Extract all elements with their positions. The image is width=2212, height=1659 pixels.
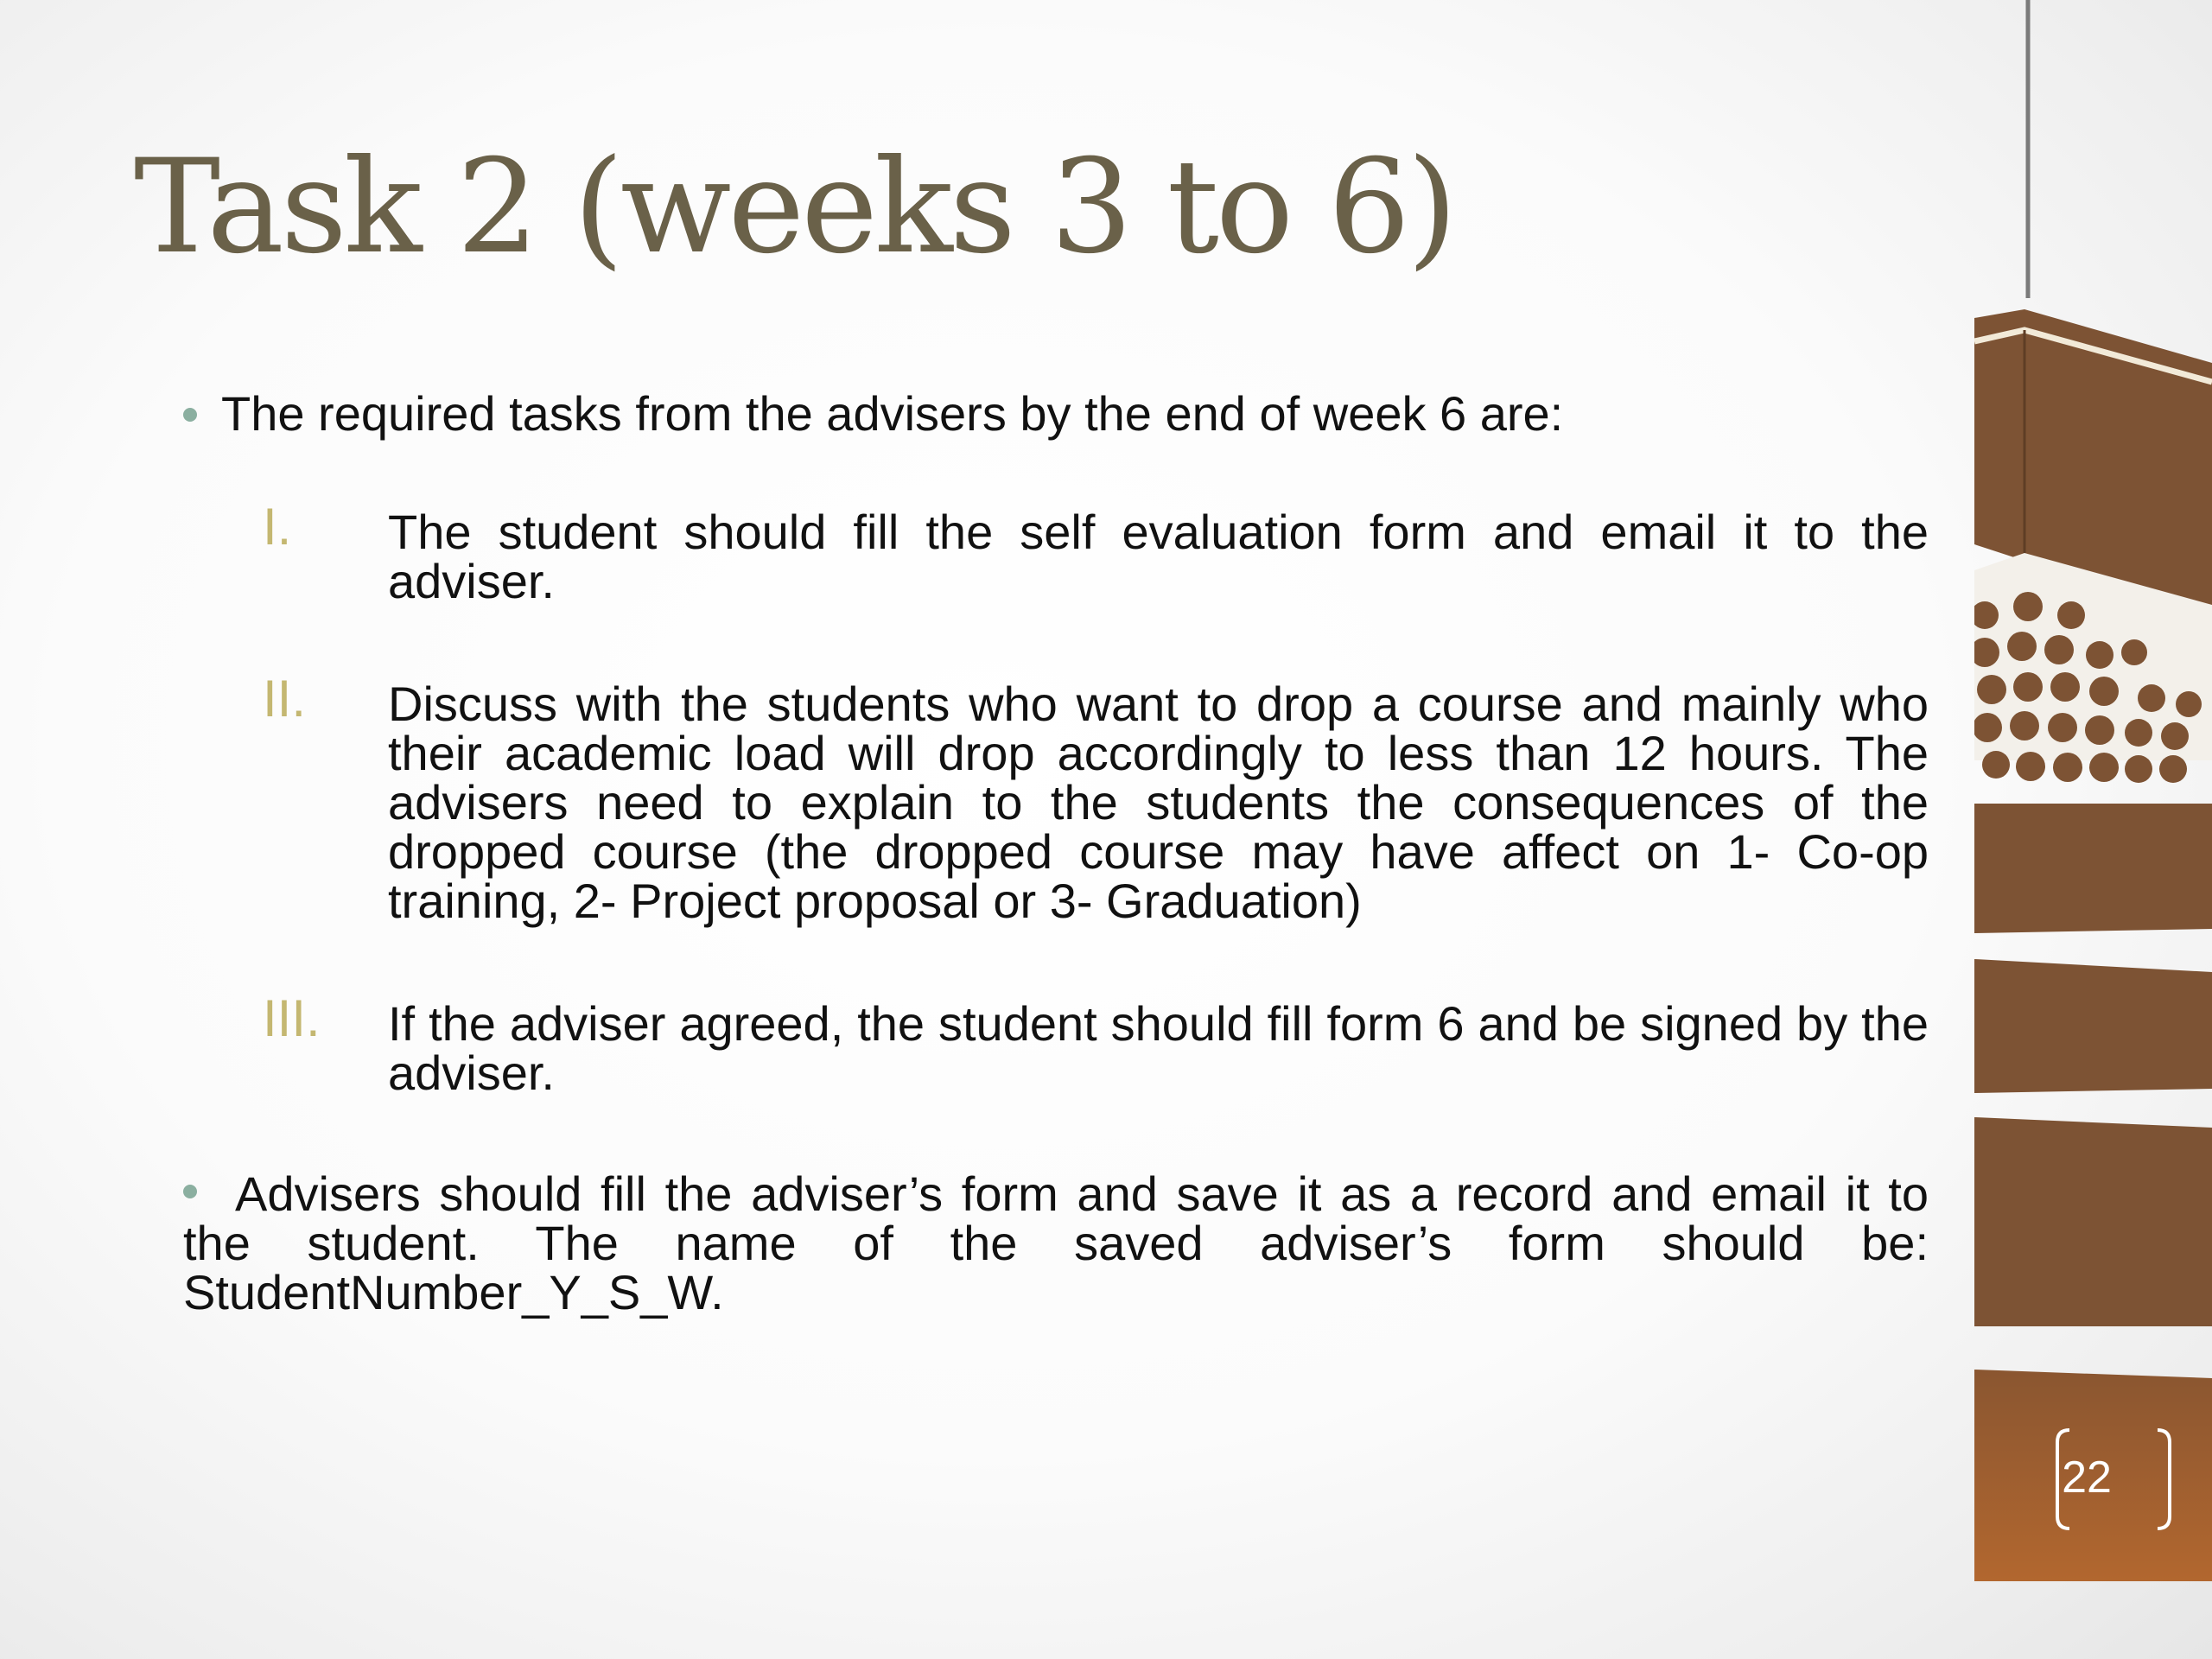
band: [1974, 1117, 2212, 1326]
list-item-text: If the adviser agreed, the student should fill form 6 and be signed by the adviser.: [388, 996, 1929, 1100]
bullet-dot-icon: [183, 408, 197, 422]
list-numeral: II.: [263, 670, 307, 728]
bullet-text: Advisers should fill the adviser’s form and save it as a record and email it to the student. The name of the saved adviser’s form should be: StudentNumber_Y_S_W.: [183, 1166, 1929, 1319]
building-decoration: [1974, 0, 2212, 1659]
bullet-required-tasks: [183, 386, 1929, 441]
slide-title: Task 2 (weeks 3 to 6): [134, 132, 1454, 283]
slide-content: [183, 386, 1929, 1319]
band: [1974, 804, 2212, 933]
list-item-text: Discuss with the students who want to drop a course and mainly who their academic load will drop accordingly to less than 12 hours. The advisers need to explain to the students the consequences of the dropped course (the dropped course may have affect on 1- Co-op training, 2- Project proposal or 3- Graduation): [388, 677, 1929, 928]
list-numeral: III.: [263, 989, 321, 1047]
bullet-adviser-form: [183, 1166, 1929, 1319]
numbered-list: [183, 498, 1929, 1100]
bullet-dot-icon: [183, 1185, 197, 1198]
bullet-text: The required tasks from the advisers by the end of week 6 are:: [221, 386, 1564, 441]
list-item: [183, 670, 1929, 928]
list-item: [183, 498, 1929, 608]
band: [1974, 959, 2212, 1093]
list-item: [183, 989, 1929, 1100]
list-numeral: I.: [263, 498, 292, 556]
list-item-text: The student should fill the self evaluation form and email it to the adviser.: [388, 505, 1929, 608]
page-number: 22: [2062, 1452, 2112, 1503]
